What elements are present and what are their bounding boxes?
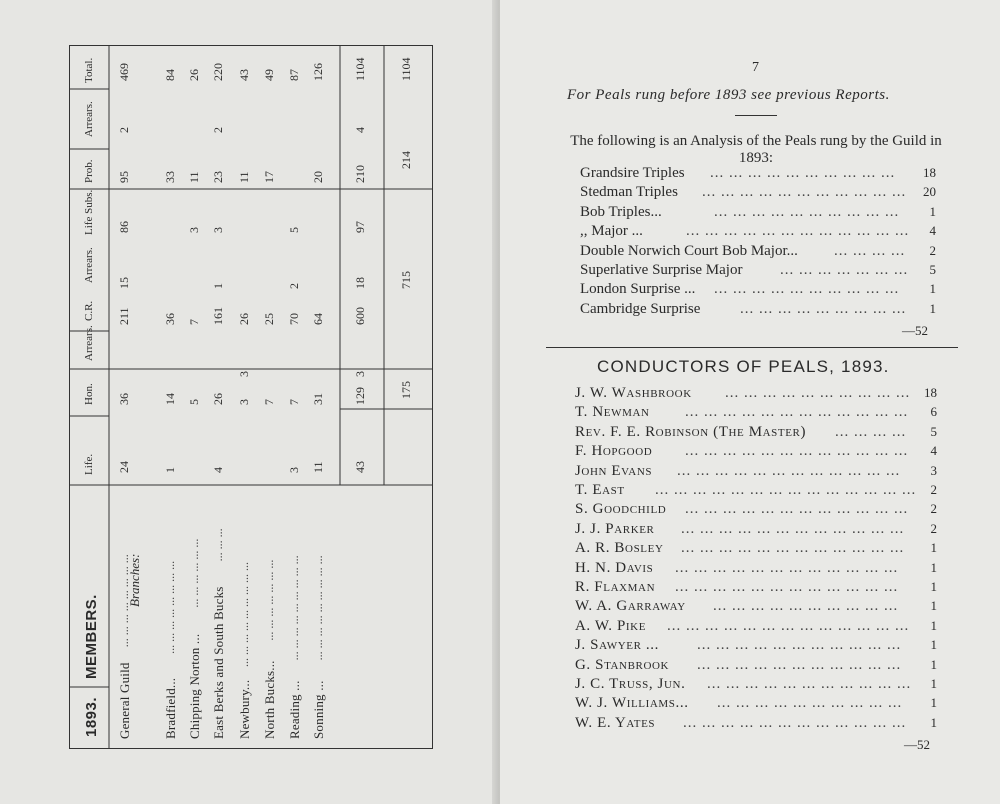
conductor-row-count: 1: [930, 656, 937, 672]
conductor-row-label: W. E. Yates: [575, 714, 656, 731]
row-name: North Bucks...: [262, 660, 277, 739]
analysis-row: [580, 184, 936, 202]
leader-dots: ... ... ... ... ... ... ... ... ... ... ... ... ...: [667, 617, 910, 634]
cell-life: 1: [163, 467, 177, 473]
leader-dots: ... ... ... ... ... ... ... ... ... ...: [714, 281, 900, 298]
conductor-row-label: J. Sawyer ...: [575, 637, 659, 654]
leader-dots: ... ... ... ... ... ... ... ... ...: [287, 555, 301, 661]
leader-dots: ... ... ... ... ... ... ... ... ...: [311, 555, 325, 661]
header-life: Life.: [83, 453, 95, 475]
conductor-row: [575, 540, 937, 558]
leader-dots: ... ... ... ... ... ... ... ...: [163, 560, 177, 654]
cell-prob: 11: [187, 171, 201, 183]
analysis-row-label: Stedman Triples: [580, 184, 678, 201]
total-life: 43: [353, 461, 367, 473]
analysis-row-count: 1: [929, 281, 936, 297]
cell-prob: 95: [117, 171, 131, 183]
cell-cr: 25: [262, 313, 276, 325]
conductor-row: [575, 676, 937, 694]
conductor-row-count: 1: [930, 540, 937, 556]
leader-dots: ... ... ... ... ... ... ... ... ... ...: [714, 203, 900, 220]
analysis-row: [580, 204, 936, 222]
grand-total: 1104: [399, 57, 413, 81]
analysis-total: —52: [902, 323, 928, 338]
header-cr: C.R.: [83, 300, 95, 321]
row-name: Sonning ...: [311, 680, 326, 739]
header-arrears-prob: Arrears.: [83, 101, 95, 137]
analysis-row: [580, 165, 936, 183]
leader-dots: ... ... ... ... ... ... ... ... ... ... ...: [697, 637, 902, 654]
conductor-row-label: W. A. Garraway: [575, 598, 686, 615]
total-life-subs: 97: [353, 221, 367, 233]
row-name: General Guild: [117, 662, 132, 739]
leader-dots: ... ... ...: [211, 528, 225, 562]
conductor-row-count: 1: [930, 676, 937, 691]
conductor-row: [575, 521, 937, 539]
leader-dots: ... ... ... ... ... ... ... ... ... ... ...: [697, 656, 902, 673]
conductor-row-label: G. Stanbrook: [575, 656, 670, 673]
leader-dots: ... ... ... ... ... ... ... ... ...: [237, 562, 251, 667]
cell-total: 49: [262, 69, 276, 81]
conductor-row: [575, 463, 937, 481]
conductor-row-label: S. Goodchild: [575, 501, 667, 518]
members-table: [69, 45, 433, 749]
conductor-row-count: 6: [930, 404, 937, 420]
cell-total: 126: [311, 63, 325, 81]
conductor-row-count: 1: [930, 637, 937, 653]
conductor-row-count: 1: [930, 559, 937, 575]
total-hon: 129: [353, 387, 367, 405]
conductor-row: [575, 618, 937, 636]
cell-hon-arrears: 3: [237, 371, 251, 377]
cell-hon: 5: [187, 399, 201, 405]
leader-dots: ... ... ... ... ... ... ... ... ... ... ... ...: [685, 443, 909, 460]
cell-hon: 7: [262, 399, 276, 405]
conductor-row-count: 1: [930, 617, 937, 633]
conductor-row: [575, 715, 937, 733]
row-name: East Berks and South Bucks: [211, 586, 226, 739]
cell-total: 220: [211, 63, 225, 81]
leader-dots: ... ... ... ... ... ... ... ... ... ...: [725, 385, 911, 401]
grand-prob-group: 214: [399, 151, 413, 169]
cell-hon: 36: [117, 393, 131, 405]
cell-total: 469: [117, 63, 131, 81]
previous-reports-notice: For Peals rung before 1893 see previous Reports.: [567, 87, 890, 103]
header-arrears-cr: Arrears.: [83, 247, 95, 283]
total-prob: 210: [353, 165, 367, 183]
leader-dots: ... ... ... ... ... ... ... ... ... ... ... ...: [681, 520, 905, 537]
conductor-row-count: 1: [930, 714, 937, 730]
conductor-row: [575, 579, 937, 597]
analysis-row-count: 18: [923, 165, 936, 180]
leader-dots: ... ... ... ... ... ... ... ... ... ... ... ...: [683, 714, 907, 731]
analysis-row: [580, 243, 936, 261]
conductor-row-count: 1: [930, 579, 937, 594]
branches-label: Branches:: [127, 553, 142, 607]
cell-life-subs: 5: [287, 227, 301, 233]
cell-prob: 17: [262, 171, 276, 183]
cell-hon: 14: [163, 393, 177, 405]
leader-dots: ... ... ... ... ... ... ... ... ... ... ... ...: [675, 559, 899, 576]
cell-cr: 36: [163, 313, 177, 325]
cell-cr-arrears: 15: [117, 277, 131, 289]
cell-total: 43: [237, 69, 251, 81]
conductor-row: [575, 637, 937, 655]
conductor-row-count: 1: [930, 598, 937, 614]
leader-dots: ... ... ... ... ... ... ... ... ... ... ...: [707, 676, 912, 692]
conductor-row-label: H. N. Davis: [575, 559, 654, 576]
leader-dots: ... ... ... ... ... ... ... ... ... ... ... ...: [677, 462, 901, 479]
analysis-row-label: Bob Triples...: [580, 203, 662, 220]
grand-cr-group: 715: [399, 271, 413, 289]
analysis-row-label: ,, Major ...: [580, 223, 643, 240]
section-divider: [546, 347, 958, 348]
leader-dots: ... ... ... ... ... ... ...: [262, 559, 276, 641]
leader-dots: ... ... ... ... ... ... ... ... ... ...: [717, 695, 903, 712]
conductor-row: [575, 501, 937, 519]
conductor-row-count: 18: [924, 385, 937, 400]
conductor-row: [575, 657, 937, 675]
row-name: Reading ...: [287, 680, 302, 739]
leader-dots: ... ... ... ... ... ... ... ... ... ... ... ...: [685, 501, 909, 518]
table-year: 1893.: [83, 696, 100, 737]
conductor-row-count: 4: [930, 443, 937, 459]
table-title: MEMBERS.: [83, 594, 100, 679]
leader-dots: ... ... ... ... ... ... ... ... ... ... ...: [702, 184, 907, 201]
leader-dots: ... ... ... ... ... ... ... ... ... ... ... ...: [685, 404, 909, 421]
page-number: 7: [752, 60, 759, 75]
leader-dots: ... ... ... ... ... ... ... ... ... ... ... ...: [686, 223, 910, 240]
analysis-row-label: London Surprise ...: [580, 281, 696, 298]
conductor-row: [575, 404, 937, 422]
total-cr-arrears: 18: [353, 277, 367, 289]
conductor-row: [575, 482, 937, 500]
cell-prob: 20: [311, 171, 325, 183]
conductor-row-label: A. R. Bosley: [575, 540, 664, 557]
analysis-row-count: 5: [929, 262, 936, 277]
cell-cr: 211: [117, 307, 131, 325]
analysis-row-count: 20: [923, 184, 936, 200]
conductor-row-label: T. East: [575, 482, 625, 498]
conductor-row-label: Rev. F. E. Robinson (The Master): [575, 423, 807, 440]
grand-hon-group: 175: [399, 381, 413, 399]
analysis-row: [580, 262, 936, 280]
cell-life: 4: [211, 467, 225, 473]
analysis-row-count: 2: [929, 242, 936, 258]
row-name: Newbury...: [237, 679, 252, 739]
conductor-row-label: W. J. Williams...: [575, 695, 689, 712]
cell-cr: 70: [287, 313, 301, 325]
cell-hon: 31: [311, 393, 325, 405]
conductor-row: [575, 598, 937, 616]
conductor-row-count: 2: [930, 482, 937, 497]
conductor-row-label: J. C. Truss, Jun.: [575, 676, 686, 692]
leader-dots: ... ... ... ...: [835, 423, 907, 440]
conductor-row-count: 5: [930, 423, 937, 439]
leader-dots: ... ... ... ... ... ... ... ...: [117, 554, 131, 648]
analysis-row-count: 1: [929, 203, 936, 219]
cell-prob-arrears: 2: [211, 127, 225, 133]
leader-dots: ... ... ... ... ... ... ... ... ... ... ... ...: [675, 579, 899, 595]
cell-total: 87: [287, 69, 301, 81]
analysis-row-count: 1: [929, 300, 936, 316]
conductor-row: [575, 695, 937, 713]
cell-hon: 26: [211, 393, 225, 405]
leader-dots: ... ... ... ... ... ...: [187, 538, 201, 608]
conductor-row-count: 3: [930, 462, 937, 478]
cell-hon: 3: [237, 399, 251, 405]
header-life-subs: Life Subs.: [83, 189, 95, 235]
conductors-total: —52: [904, 737, 930, 752]
cell-total: 84: [163, 69, 177, 81]
cell-total: 26: [187, 69, 201, 81]
header-hon: Hon.: [83, 383, 95, 405]
cell-life-subs: 3: [187, 227, 201, 233]
row-name: Chipping Norton ...: [187, 633, 202, 739]
analysis-row-label: Cambridge Surprise: [580, 300, 701, 317]
leader-dots: ... ... ... ... ... ... ... ... ...: [740, 300, 907, 317]
cell-prob: 11: [237, 171, 251, 183]
analysis-row-label: Double Norwich Court Bob Major...: [580, 242, 798, 259]
conductor-row-label: J. W. Washbrook: [575, 385, 692, 401]
leader-dots: ... ... ... ... ... ... ... ... ... ...: [710, 165, 896, 181]
header-arrears-hon: Arrears.: [83, 325, 95, 361]
members-table-rotated: [69, 45, 433, 749]
leader-dots: ... ... ... ... ... ... ... ... ... ... ... ... ... ...: [655, 482, 917, 498]
conductor-row-label: A. W. Pike: [575, 617, 647, 634]
short-rule: [735, 115, 777, 116]
cell-cr: 26: [237, 313, 251, 325]
conductor-row-label: R. Flaxman: [575, 579, 656, 595]
row-name: Bradfield...: [163, 677, 178, 739]
analysis-row-label: Grandsire Triples: [580, 165, 685, 181]
conductor-row: [575, 424, 937, 442]
cell-life-subs: 86: [117, 221, 131, 233]
analysis-row: [580, 223, 936, 241]
cell-life: 24: [117, 461, 131, 473]
conductor-row: [575, 560, 937, 578]
leader-dots: ... ... ... ... ... ... ... ... ... ... ... ...: [681, 540, 905, 557]
conductor-row-label: John Evans: [575, 462, 653, 479]
total-hon-arrears: 3: [353, 371, 367, 377]
conductor-row-label: T. Newman: [575, 404, 650, 421]
cell-cr: 7: [187, 319, 201, 325]
cell-cr-arrears: 2: [287, 283, 301, 289]
total-total: 1104: [353, 57, 367, 81]
conductor-row-count: 1: [930, 695, 937, 711]
cell-prob: 23: [211, 171, 225, 183]
analysis-row: [580, 281, 936, 299]
cell-prob: 33: [163, 171, 177, 183]
leader-dots: ... ... ... ... ... ... ...: [780, 262, 909, 278]
cell-life: 11: [311, 461, 325, 473]
leader-dots: ... ... ... ... ... ... ... ... ... ...: [713, 598, 899, 615]
cell-cr-arrears: 1: [211, 283, 225, 289]
analysis-row-count: 4: [929, 223, 936, 239]
analysis-row-label: Superlative Surprise Major: [580, 262, 743, 278]
total-prob-arrears: 4: [353, 127, 367, 133]
cell-life: 3: [287, 467, 301, 473]
leader-dots: ... ... ... ...: [834, 242, 906, 259]
conductor-row-label: J. J. Parker: [575, 520, 655, 537]
conductor-row: [575, 443, 937, 461]
header-total: Total.: [83, 57, 95, 83]
analysis-intro: The following is an Analysis of the Peals rung by the Guild in 1893:: [570, 133, 942, 166]
conductor-row-label: F. Hopgood: [575, 443, 653, 460]
cell-cr: 64: [311, 313, 325, 325]
cell-life-subs: 3: [211, 227, 225, 233]
cell-cr: 161: [211, 307, 225, 325]
conductor-row-count: 2: [930, 501, 937, 517]
cell-hon: 7: [287, 399, 301, 405]
total-cr: 600: [353, 307, 367, 325]
conductors-heading: CONDUCTORS OF PEALS, 1893.: [597, 357, 890, 376]
cell-prob-arrears: 2: [117, 127, 131, 133]
conductor-row: [575, 385, 937, 403]
header-prob: Prob.: [83, 159, 95, 183]
analysis-row: [580, 301, 936, 319]
conductor-row-count: 2: [930, 520, 937, 536]
